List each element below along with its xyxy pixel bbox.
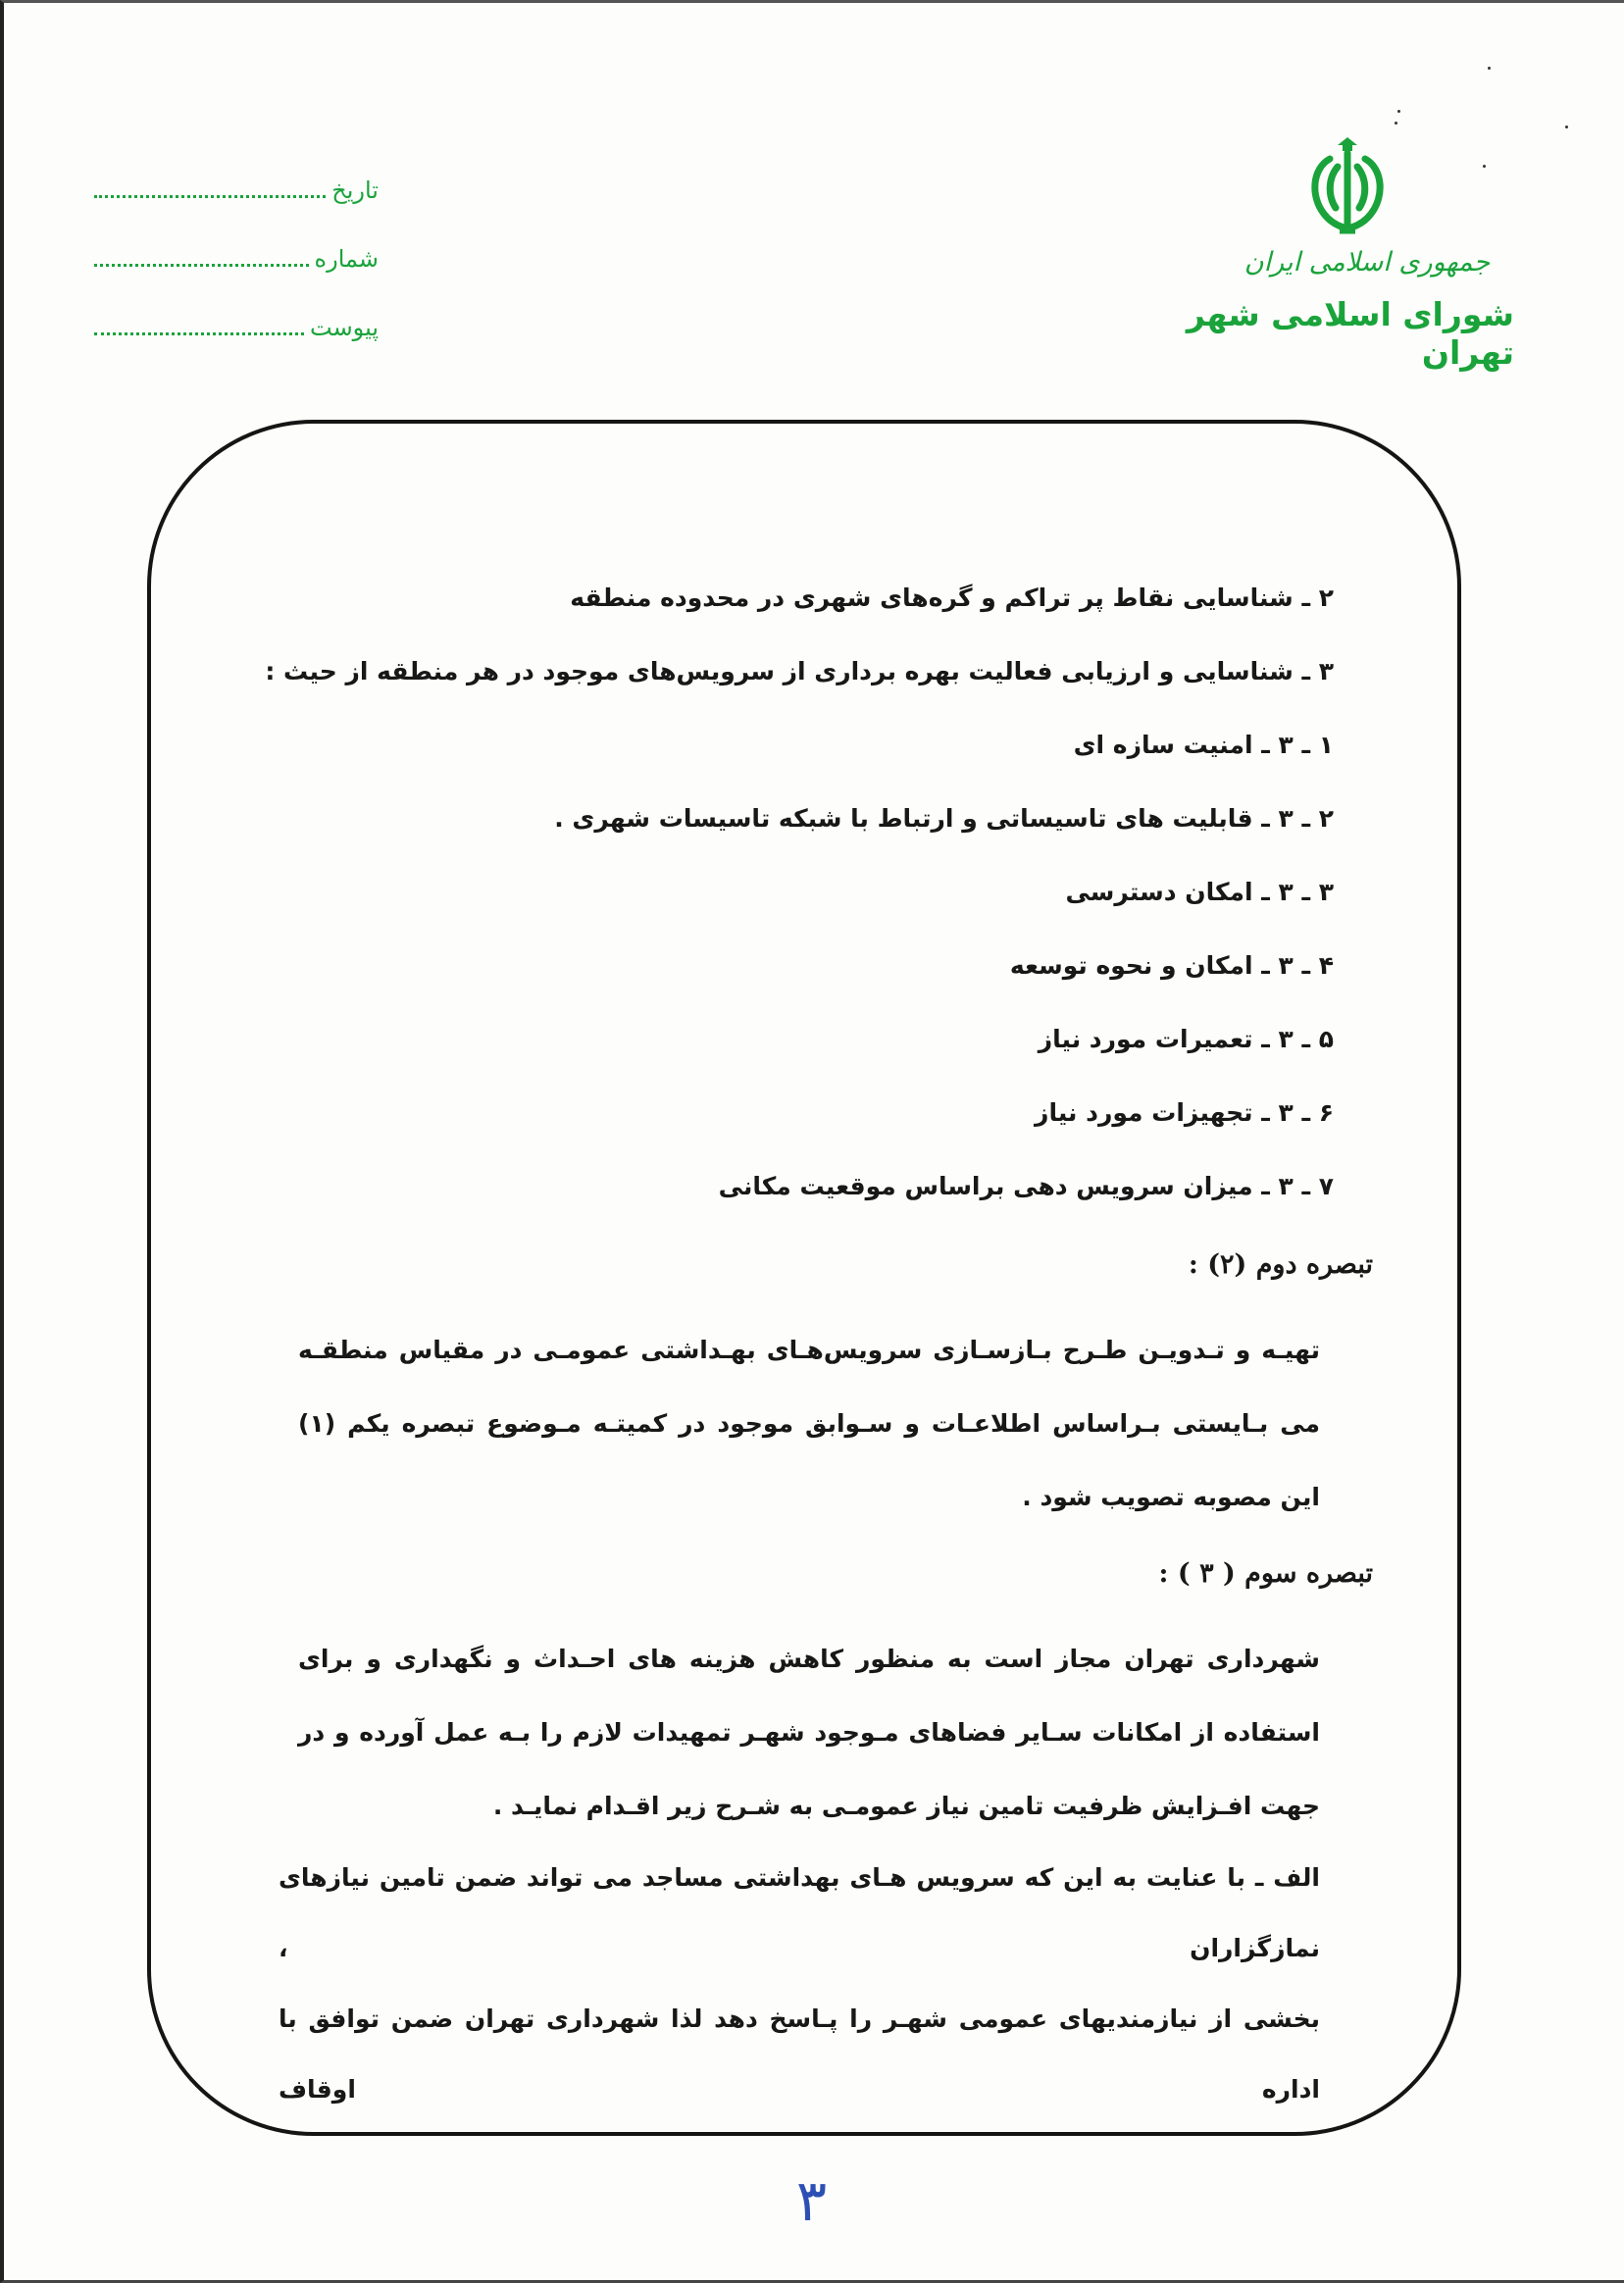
attachment-label: پیوست: [310, 314, 379, 341]
list-item: ۳ ـ ۳ ـ امکان دسترسی: [1065, 878, 1334, 906]
attachment-dots: [94, 331, 304, 335]
scan-speck: [1565, 126, 1568, 128]
date-dots: [94, 194, 326, 198]
republic-name: جمهوری اسلامی ایران: [1243, 247, 1491, 278]
council-name: شورای اسلامی شهر تهران: [1186, 295, 1514, 372]
date-label: تاریخ: [331, 177, 379, 204]
letter-meta: [94, 177, 379, 382]
document-body: [265, 569, 1373, 2125]
list-item: ۲ ـ شناسایی نقاط پر تراکم و گره‌های شهری در محدوده منطقه: [570, 583, 1334, 612]
list-item: ۷ ـ ۳ ـ میزان سرویس دهی براساس موقعیت مکانی: [718, 1172, 1334, 1200]
note-2-text: تهیـه و تـدویـن طـرح بـازسـازی سرویس‌هـای بهـداشتی عمومـی در مقیاس منطقـه می بـایستی بـراساس اطلاعـات و سـوابق موجود در کمیتـه مـوضوع تبصره یکم (۱) این مصوبه تصویب شود .: [298, 1336, 1320, 1511]
attachment-field: [94, 314, 379, 382]
clause-a-line-1: الف ـ با عنایت به این که سرویس هـای بهداشتی مساجد می تواند ضمن تامین نیازهای نمازگزاران ،: [279, 1863, 1320, 1962]
letterhead: [1181, 135, 1514, 372]
list-item: ۴ ـ ۳ ـ امکان و نحوه توسعه: [1009, 951, 1334, 980]
clause-a-line-2: بخشی از نیازمندیهای عمومی شهـر را پـاسخ دهد لذا شهرداری تهران ضمن توافق با اداره اوقاف: [279, 2004, 1320, 2104]
scan-speck: [1397, 110, 1400, 113]
scan-speck: [1488, 67, 1491, 70]
date-field: [94, 177, 379, 245]
list-item: ۱ ـ ۳ ـ امنیت سازه ای: [1073, 731, 1334, 759]
scan-speck: [1395, 122, 1397, 125]
list-item: ۶ ـ ۳ ـ تجهیزات مورد نیاز: [1035, 1098, 1334, 1127]
list-item: ۵ ـ ۳ ـ تعمیرات مورد نیاز: [1038, 1025, 1334, 1053]
note-3-heading: تبصره سوم ( ۳ ) :: [1158, 1558, 1373, 1589]
number-label: شماره: [314, 245, 379, 273]
page-number: ۳: [796, 2167, 828, 2234]
iran-emblem-icon: [1300, 135, 1395, 243]
note-2-heading: تبصره دوم (۲) :: [1188, 1249, 1373, 1280]
list-item: ۳ ـ شناسایی و ارزیابی فعالیت بهره برداری از سرویس‌های موجود در هر منطقه از حیث :: [265, 657, 1334, 685]
list-item: ۲ ـ ۳ ـ قابلیت های تاسیساتی و ارتباط با شبکه تاسیسات شهری .: [554, 804, 1334, 833]
number-dots: [94, 263, 309, 267]
note-3-text: شهرداری تهران مجاز است به منظور کاهش هزینه های احـداث و نگهداری و برای استفاده از امکانات سـایر فضاهای مـوجود شهـر تمهیدات لازم را بـه عمل آورده و در جهت افـزایش ظرفیت تامین نیاز عمومـی به شـرح زیر اقـدام نمایـد .: [298, 1645, 1320, 1820]
number-field: [94, 245, 379, 314]
